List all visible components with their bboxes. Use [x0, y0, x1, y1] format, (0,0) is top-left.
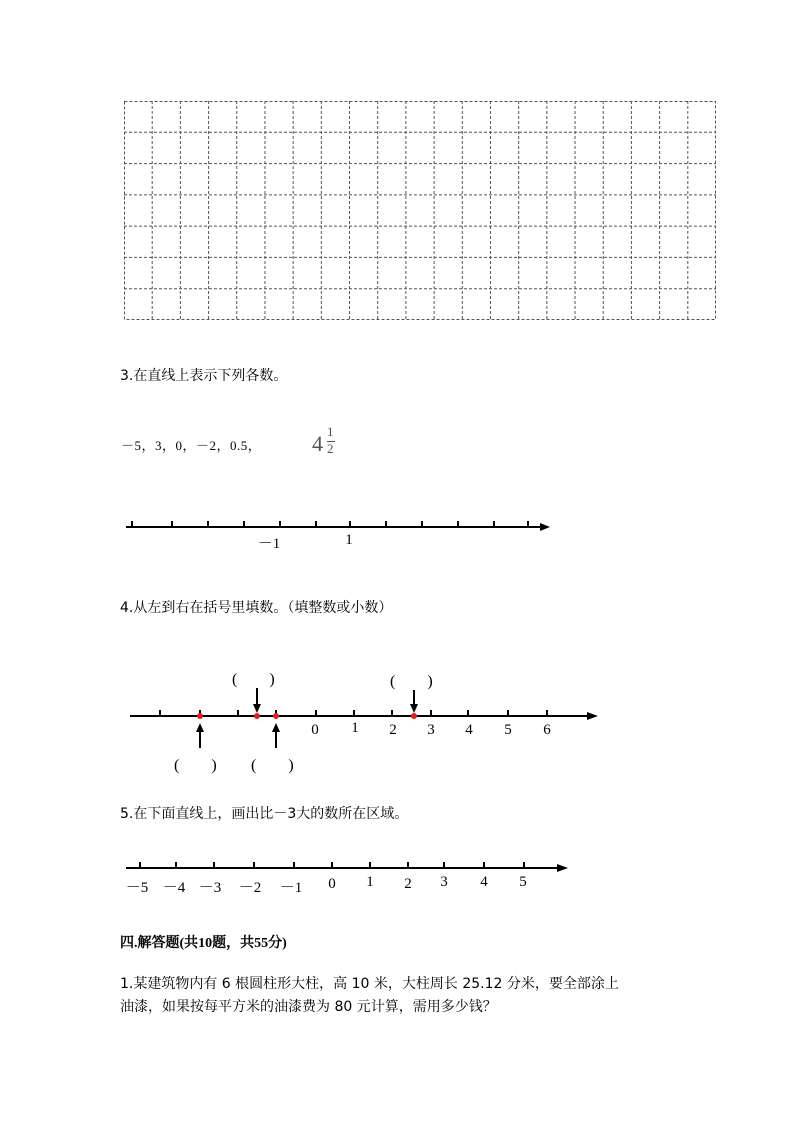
q3-numbers: －5，3，0，－2，0.5， — [121, 438, 262, 453]
q5-label-neg5: －5 — [125, 880, 149, 896]
q4-label-5: 5 — [504, 722, 512, 738]
q4-title: 4.从左到右在括号里填数。（填整数或小数） — [120, 600, 393, 616]
q5-label-2: 2 — [404, 876, 412, 892]
mixed-denominator: 2 — [327, 441, 334, 456]
q5-label-5: 5 — [519, 874, 527, 890]
q4-label-3: 3 — [427, 722, 435, 738]
q4-answer-blank-top-2[interactable]: ( ) — [390, 673, 433, 690]
section-title: 四.解答题(共10题，共55分) — [120, 936, 287, 951]
q5-label-neg4: －4 — [162, 880, 186, 896]
q4-label-1: 1 — [351, 720, 359, 736]
q5-label-neg3: －3 — [198, 880, 222, 896]
q4-label-4: 4 — [465, 722, 473, 738]
q3-label-1: 1 — [345, 532, 353, 548]
arrow-head — [540, 523, 550, 531]
marked-point — [197, 713, 203, 719]
q4-answer-blank-bottom-2[interactable]: ( ) — [251, 757, 294, 774]
mixed-whole: 4 — [312, 431, 323, 456]
arrow-head — [587, 712, 598, 720]
q3-label-neg1: －1 — [257, 536, 281, 552]
q5-title: 5.在下面直线上，画出比－3大的数所在区域。 — [120, 806, 409, 822]
arrow-head — [557, 864, 568, 872]
q5-label-3: 3 — [440, 874, 448, 890]
mixed-numerator: 1 — [327, 424, 334, 439]
marked-point — [411, 713, 417, 719]
q5-label-neg2: －2 — [238, 880, 262, 896]
writing-grid — [124, 101, 716, 320]
q4-answer-blank-bottom-1[interactable]: ( ) — [174, 757, 217, 774]
problem-1-line-1: 1.某建筑物内有 6 根圆柱形大柱，高 10 米，大柱周长 25.12 分米，要全部涂上 — [120, 976, 619, 992]
problem-1-line-2: 油漆，如果按每平方米的油漆费为 80 元计算，需用多少钱？ — [120, 999, 497, 1015]
q5-label-0: 0 — [328, 876, 336, 892]
q4-answer-blank-top-1[interactable]: ( ) — [232, 671, 275, 688]
q5-label-4: 4 — [480, 874, 488, 890]
q4-label-6: 6 — [543, 722, 551, 738]
marked-point — [254, 713, 260, 719]
marked-point — [273, 713, 279, 719]
q4-label-2: 2 — [389, 722, 397, 738]
q4-label-0: 0 — [311, 722, 319, 738]
q4-number-line — [126, 686, 606, 750]
q5-label-neg1: －1 — [279, 880, 303, 896]
q3-mixed-number — [312, 425, 340, 461]
q3-number-line — [120, 515, 560, 540]
q3-title: 3.在直线上表示下列各数。 — [120, 368, 288, 384]
q5-label-1: 1 — [366, 874, 374, 890]
q5-number-line — [124, 858, 574, 878]
